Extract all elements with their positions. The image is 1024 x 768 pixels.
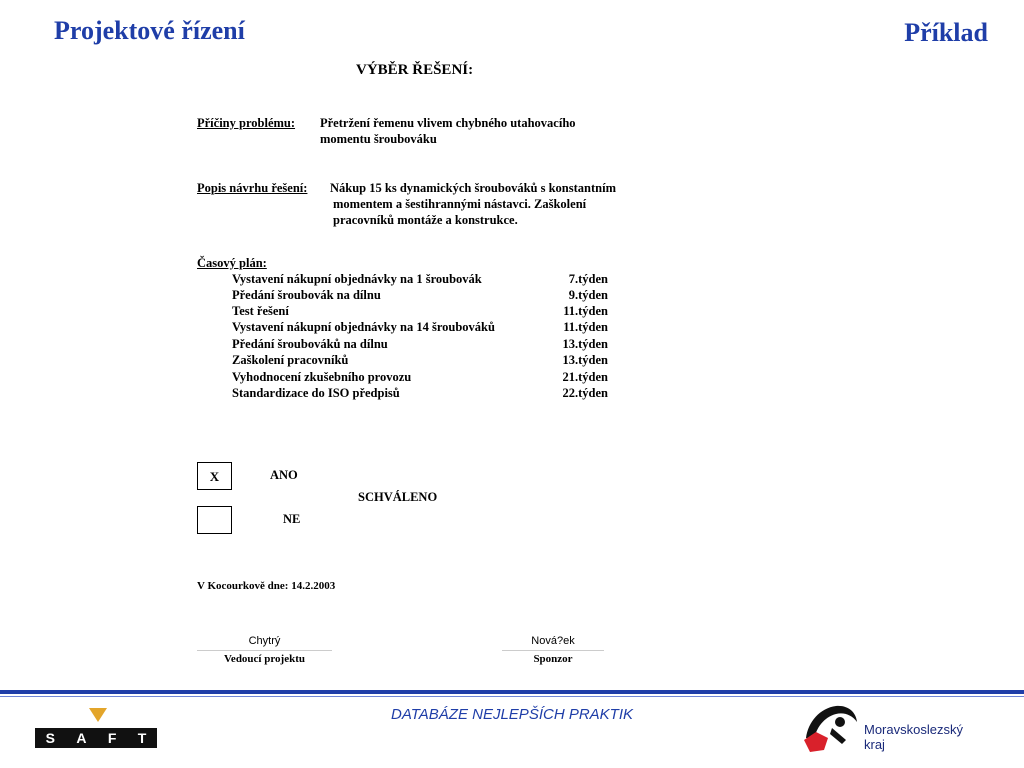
plan-row xyxy=(232,336,608,352)
signature-line-sponsor xyxy=(502,650,604,651)
saft-logo-bar xyxy=(35,728,157,748)
causes-text-line2: momentu šroubováku xyxy=(320,132,437,146)
document-heading: VÝBĚR ŘEŠENÍ: xyxy=(356,62,474,78)
page-title: Projektové řízení xyxy=(54,16,245,45)
signature-role-leader: Vedoucí projektu xyxy=(224,653,305,665)
kraj-line2: kraj xyxy=(864,737,885,752)
plan-row xyxy=(232,352,608,368)
proposal-text-line1: Nákup 15 ks dynamických šroubováků s konstantním xyxy=(330,181,616,195)
plan-week: 13.týden xyxy=(562,353,608,367)
plan-task: Zaškolení pracovníků xyxy=(232,353,349,367)
footer-divider-thin xyxy=(0,696,1024,697)
plan-week: 11.týden xyxy=(563,304,608,318)
plan-row xyxy=(232,271,608,287)
signature-role-sponsor: Sponzor xyxy=(533,653,573,665)
plan-task: Vyhodnocení zkušebního provozu xyxy=(232,370,412,384)
saft-letter: T xyxy=(137,730,147,746)
footer-divider xyxy=(0,690,1024,694)
place-date: V Kocourkově dne: 14.2.2003 xyxy=(197,580,336,592)
plan-row xyxy=(232,319,608,335)
saft-letter: F xyxy=(107,730,117,746)
signature-name-leader: Chytrý xyxy=(248,635,281,647)
proposal-text-line2: momentem a šestihrannými nástavci. Zaškolení xyxy=(333,197,587,211)
plan-task: Vystavení nákupní objednávky na 1 šroubovák xyxy=(232,272,482,286)
footer-title: DATABÁZE NEJLEPŠÍCH PRAKTIK xyxy=(391,706,633,723)
plan-task: Vystavení nákupní objednávky na 14 šroubováků xyxy=(232,320,495,334)
plan-row xyxy=(232,385,608,401)
saft-letter: A xyxy=(76,730,87,746)
plan-label: Časový plán: xyxy=(197,256,267,270)
approve-no-checkbox[interactable] xyxy=(197,506,232,534)
moravskoslezsky-kraj-logo-icon xyxy=(802,700,860,754)
saft-triangle-icon xyxy=(89,708,107,722)
plan-row xyxy=(232,369,608,385)
causes-label: Příčiny problému: xyxy=(197,116,296,130)
plan-task: Předání šroubováků na dílnu xyxy=(232,337,388,351)
approve-no-label: NE xyxy=(283,512,301,526)
signature-name-sponsor: Nová?ek xyxy=(531,635,575,647)
kraj-logo-text xyxy=(864,722,963,752)
proposal-text-line3: pracovníků montáže a konstrukce. xyxy=(333,213,518,227)
plan-week: 21.týden xyxy=(562,370,608,384)
saft-logo xyxy=(35,708,157,750)
kraj-line1: Moravskoslezský xyxy=(864,722,963,737)
causes-text-line1: Přetržení řemenu vlivem chybného utahovacího xyxy=(320,116,576,130)
plan-week: 9.týden xyxy=(568,288,608,302)
approval-status: SCHVÁLENO xyxy=(358,490,438,504)
plan-week: 13.týden xyxy=(562,337,608,351)
approve-yes-label: ANO xyxy=(270,468,298,482)
approve-yes-checkbox[interactable]: X xyxy=(197,462,232,490)
plan-task: Test řešení xyxy=(232,304,289,318)
plan-row xyxy=(232,303,608,319)
proposal-label: Popis návrhu řešení: xyxy=(197,181,308,195)
plan-week: 22.týden xyxy=(562,386,608,400)
plan-row xyxy=(232,287,608,303)
signature-line-leader xyxy=(197,650,332,651)
plan-task: Standardizace do ISO předpisů xyxy=(232,386,400,400)
plan-week: 11.týden xyxy=(563,320,608,334)
plan-week: 7.týden xyxy=(568,272,608,286)
plan-task: Předání šroubovák na dílnu xyxy=(232,288,381,302)
slide-subtitle: Příklad xyxy=(904,18,988,47)
saft-letter: S xyxy=(45,730,56,746)
